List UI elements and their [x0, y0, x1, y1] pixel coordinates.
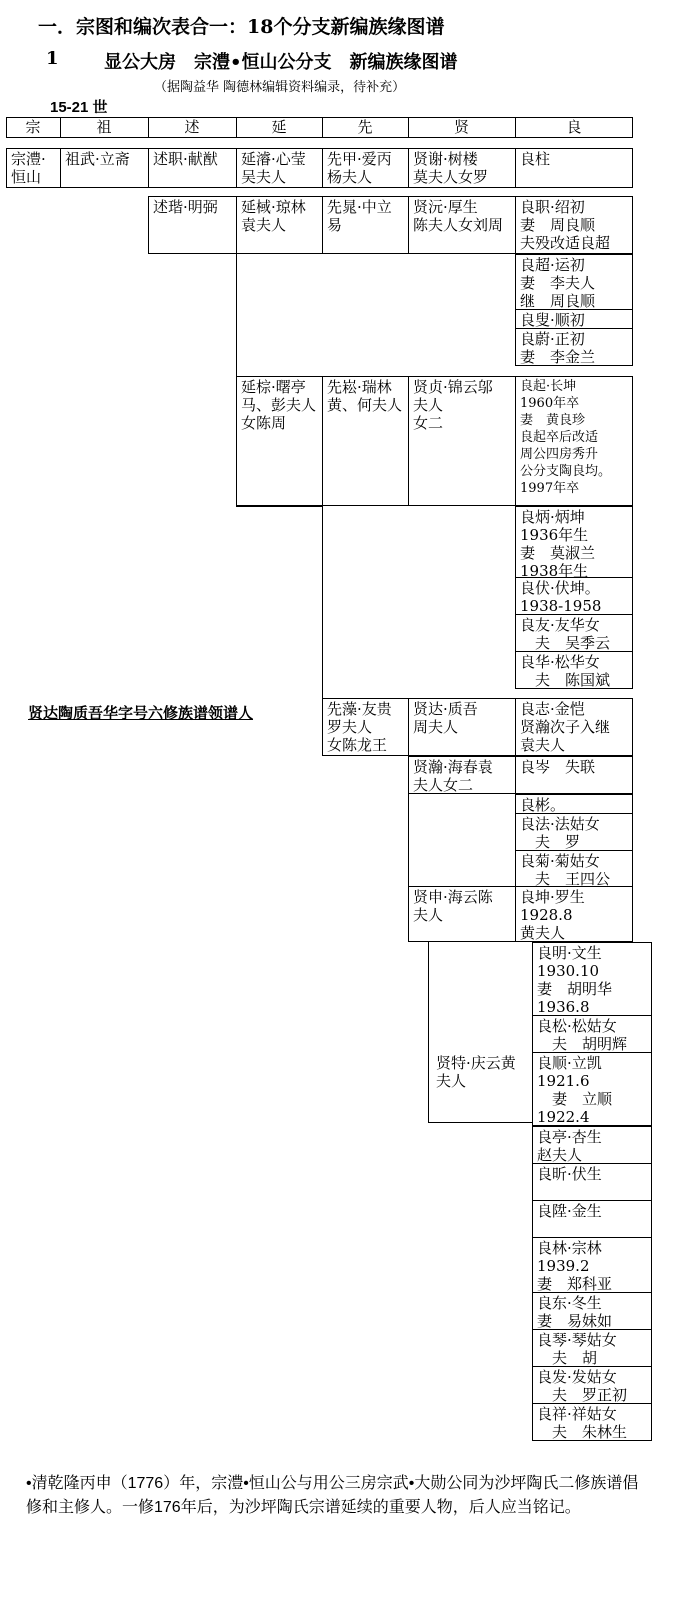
person-l2: 良职·绍初 妻 周良顺 夫殁改适良超	[520, 198, 611, 252]
person-xianb2: 贤沅·厚生 陈夫人女刘周	[413, 198, 504, 234]
person-xian4: 先藻·友贵 罗夫人 女陈龙王	[327, 700, 392, 754]
person-l19: 良顺·立凯 1921.6 妻 立顺 1922.4	[537, 1054, 613, 1126]
person-xianb3: 贤贞·锦云邬 夫人 女二	[413, 378, 493, 432]
person-shu1: 述职·献猷	[153, 150, 218, 168]
col-shu: 述	[184, 118, 200, 136]
person-l8: 良伏·伏坤。 1938-1958	[520, 579, 602, 615]
source-note: （据陶益华 陶德林编辑资料编录，待补充）	[154, 80, 406, 95]
col-yan: 延	[271, 118, 287, 136]
person-l1: 良柱	[520, 150, 551, 168]
section-title: 显公大房 宗澧•恒山公分支 新编族缘图谱	[104, 52, 458, 73]
person-l13: 良彬。	[520, 796, 566, 814]
person-l4: 良叟·顺初	[520, 311, 585, 329]
col-liang: 良	[566, 118, 582, 136]
person-shu2: 述瑎·明弼	[153, 198, 218, 216]
person-xianb6: 贤申·海云陈 夫人	[413, 888, 493, 924]
person-yan1: 延濬·心莹 吴夫人	[241, 150, 306, 186]
person-l26: 良发·发姑女 夫 罗正初	[537, 1368, 628, 1404]
person-xianb7: 贤特·庆云黄 夫人	[436, 1054, 516, 1090]
person-l21: 良昕·伏生	[537, 1165, 602, 1183]
person-l27: 良祥·祥姑女 夫 朱林生	[537, 1405, 628, 1441]
person-l9: 良友·友华女 夫 吴季云	[520, 616, 611, 652]
footer-note: •清乾隆丙申（1776）年，宗澧•恒山公与用公三房宗武•大勋公同为沙坪陶氏二修族谱倡修和主修人。一修176年后，为沙坪陶氏宗谱延续的重要人物，后人应当铭记。	[26, 1475, 639, 1516]
person-l10: 良华·松华女 夫 陈国斌	[520, 653, 611, 689]
person-l15: 良菊·菊姑女 夫 王四公	[520, 852, 611, 888]
person-xian2: 先晁·中立 易	[327, 198, 392, 234]
person-xianb4: 贤达·质吾 周夫人	[413, 700, 478, 736]
col-xianb: 贤	[453, 118, 469, 136]
person-l12: 良岑 失联	[520, 758, 596, 776]
person-l23: 良林·宗林 1939.2 妻 郑科亚	[537, 1239, 613, 1293]
person-l5: 良蔚·正初 妻 李金兰	[520, 330, 596, 366]
person-l7: 良炳·炳坤 1936年生 妻 莫淑兰 1938年生	[520, 508, 596, 580]
person-zong: 宗澧· 恒山	[11, 150, 46, 186]
side-note: 贤达陶质吾华字号六修族谱领谱人	[28, 704, 254, 722]
person-yan2: 延棫·琼林 袁夫人	[241, 198, 306, 234]
person-l18: 良松·松姑女 夫 胡明辉	[537, 1017, 628, 1053]
generation-range: 15-21 世	[50, 99, 108, 116]
col-zong: 宗	[25, 118, 41, 136]
person-l25: 良琴·琴姑女 夫 胡	[537, 1331, 617, 1367]
section-number: 1	[46, 48, 59, 69]
person-l22: 良陞·金生	[537, 1202, 602, 1220]
person-l11: 良志·金恺 贤瀚次子入继 袁夫人	[520, 700, 611, 754]
page-heading: 一．宗图和编次表合一：18个分支新编族缘图谱	[38, 16, 445, 38]
person-xian1: 先甲·爱丙 杨夫人	[327, 150, 392, 186]
person-l6: 良起·长坤 1960年卒 妻 黄良珍 良起卒后改适 周公四房秀升 公分支陶良均。 1997年卒	[520, 379, 612, 496]
col-xian: 先	[357, 118, 373, 136]
person-xian3: 先崧·瑞林 黄、何夫人	[327, 378, 403, 414]
person-l14: 良法·法姑女 夫 罗	[520, 815, 600, 851]
col-zu: 祖	[96, 118, 112, 136]
person-l24: 良东·冬生 妻 易妹如	[537, 1294, 613, 1330]
person-yan3: 延棕·曙亭 马、彭夫人 女陈周	[241, 378, 317, 432]
person-l17: 良明·文生 1930.10 妻 胡明华 1936.8	[537, 944, 613, 1016]
person-zu: 祖武·立斋	[65, 150, 130, 168]
person-l16: 良坤·罗生 1928.8 黄夫人	[520, 888, 585, 942]
person-xianb5: 贤瀚·海春袁 夫人女二	[413, 758, 493, 794]
person-l20: 良亭·杏生 赵夫人	[537, 1128, 602, 1164]
person-xianb1: 贤谢·树楼 莫夫人女罗	[413, 150, 489, 186]
person-l3: 良超·运初 妻 李夫人 继 周良顺	[520, 256, 596, 310]
